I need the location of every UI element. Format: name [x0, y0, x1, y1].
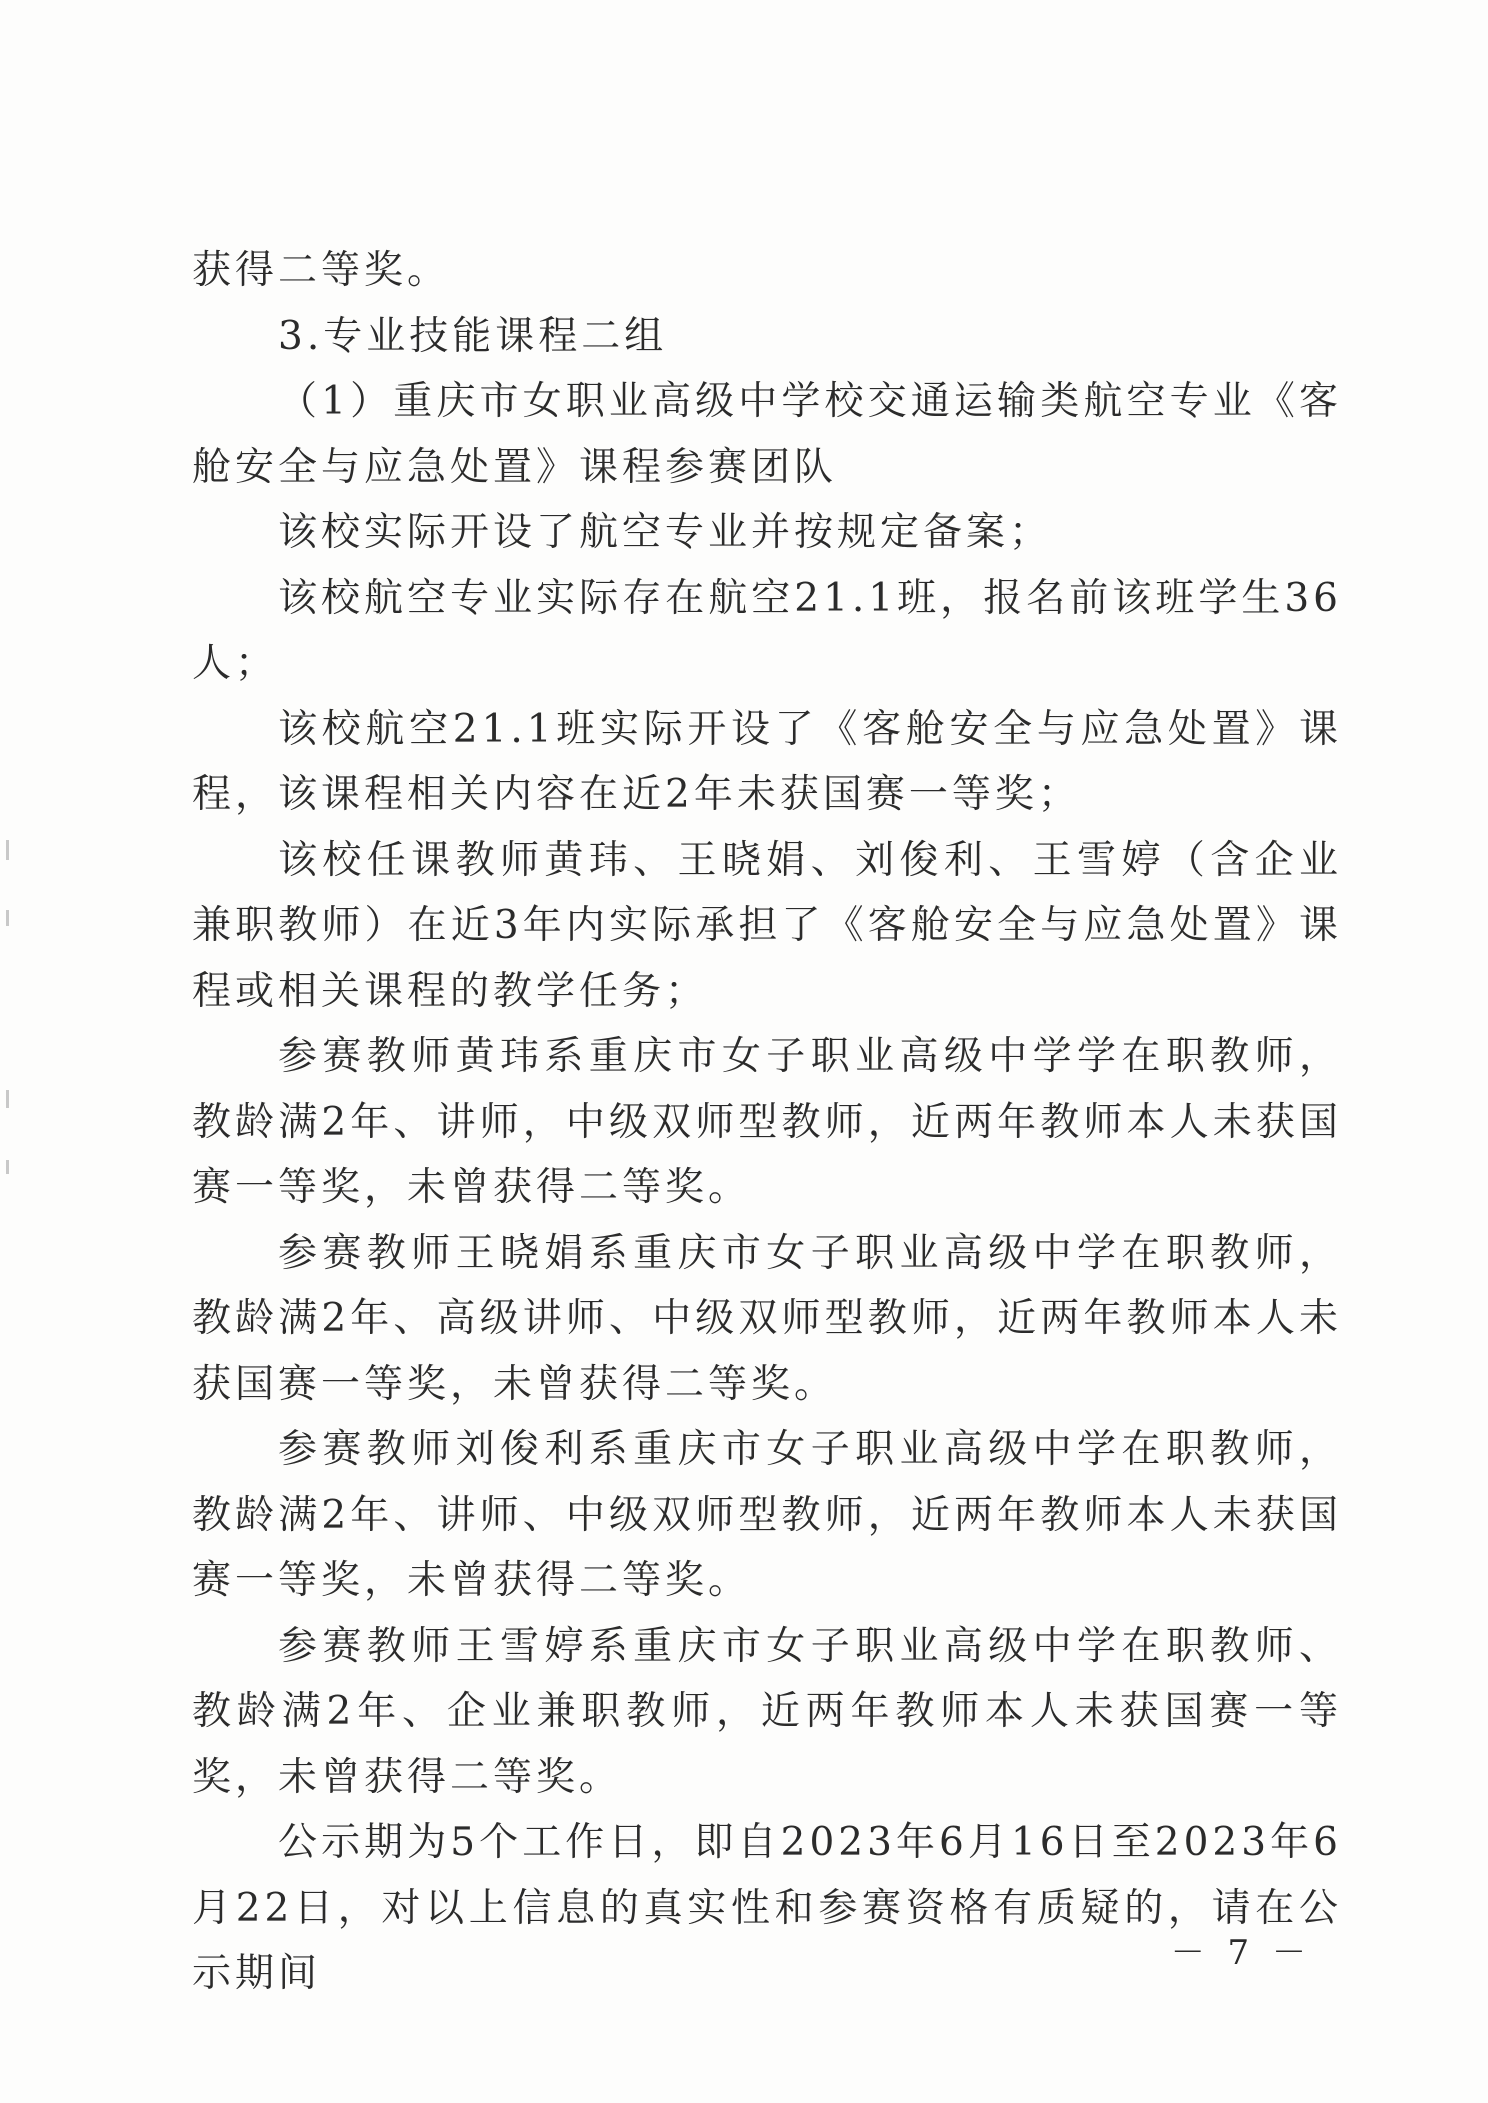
paragraph: 该校航空专业实际存在航空21.1班，报名前该班学生36人；	[192, 575, 1342, 686]
paragraph: 该校实际开设了航空专业并按规定备案；	[278, 510, 1053, 555]
paragraph: 参赛教师黄玮系重庆市女子职业高级中学学在职教师，教龄满2年、讲师，中级双师型教师，近两年教师本人未获国赛一等奖，未曾获得二等奖。	[192, 1034, 1342, 1210]
scan-mark	[6, 910, 9, 926]
section-heading: 3.专业技能课程二组	[278, 313, 668, 359]
scan-mark	[6, 840, 9, 860]
subsection-heading: （1）重庆市女职业高级中学校交通运输类航空专业《客舱安全与应急处置》课程参赛团队	[192, 379, 1342, 490]
scan-mark	[6, 1090, 9, 1108]
paragraph: 该校航空21.1班实际开设了《客舱安全与应急处置》课程，该课程相关内容在近2年未获国赛一等奖；	[192, 706, 1342, 817]
paragraph: 参赛教师王晓娟系重庆市女子职业高级中学在职教师，教龄满2年、高级讲师、中级双师型教师，近两年教师本人未获国赛一等奖，未曾获得二等奖。	[192, 1230, 1342, 1407]
paragraph: 公示期为5个工作日，即自2023年6月16日至2023年6月22日，对以上信息的真实性和参赛资格有质疑的，请在公示期间	[192, 1820, 1342, 1996]
paragraph: 获得二等奖。	[192, 248, 451, 293]
page-number: － 7 －	[1170, 1933, 1312, 1973]
document-body	[192, 238, 1342, 2007]
paragraph: 参赛教师王雪婷系重庆市女子职业高级中学在职教师、教龄满2年、企业兼职教师，近两年教师本人未获国赛一等奖，未曾获得二等奖。	[192, 1623, 1342, 1800]
paragraph: 参赛教师刘俊利系重庆市女子职业高级中学在职教师，教龄满2年、讲师、中级双师型教师，近两年教师本人未获国赛一等奖，未曾获得二等奖。	[192, 1427, 1342, 1603]
paragraph: 该校任课教师黄玮、王晓娟、刘俊利、王雪婷（含企业兼职教师）在近3年内实际承担了《客舱安全与应急处置》课程或相关课程的教学任务；	[192, 837, 1342, 1014]
scan-mark	[6, 1160, 9, 1174]
